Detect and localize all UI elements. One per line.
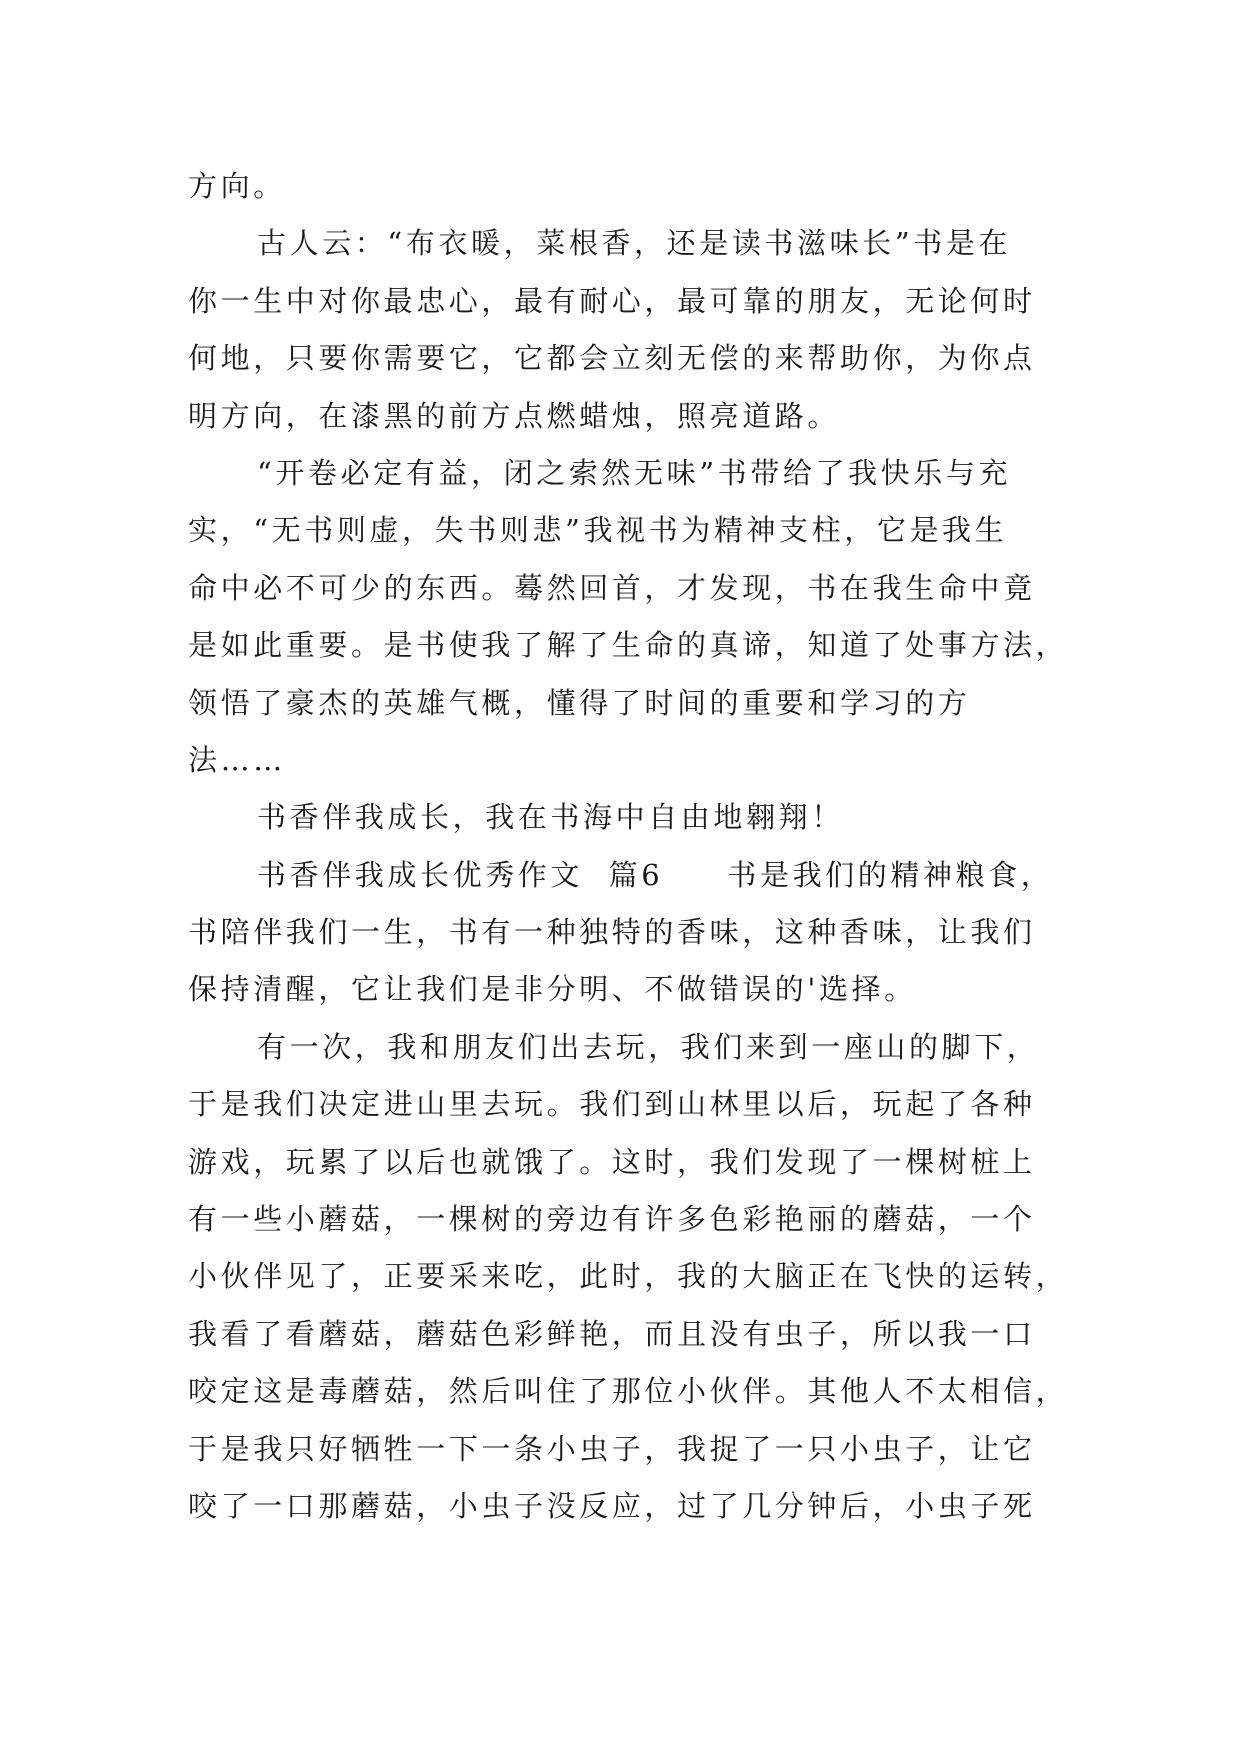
text-line: 书陪伴我们一生，书有一种独特的香味，这种香味，让我们	[188, 915, 1036, 950]
text-line: 法……	[188, 742, 286, 777]
text-line: 于是我们决定进山里去玩。我们到山林里以后，玩起了各种	[188, 1087, 1036, 1122]
text-line: 书香伴我成长优秀作文 篇6 书是我们的精神粮食，	[257, 857, 1054, 892]
text-line: 你一生中对你最忠心，最有耐心，最可靠的朋友，无论何时	[188, 283, 1036, 318]
text-line: 于是我只好牺牲一下一条小虫子，我捉了一只小虫子，让它	[188, 1431, 1036, 1466]
text-line: 咬定这是毒蘑菇，然后叫住了那位小伙伴。其他人不太相信，	[188, 1374, 1069, 1409]
text-line: 明方向，在漆黑的前方点燃蜡烛，照亮道路。	[188, 398, 841, 433]
text-line: 领悟了豪杰的英雄气概，懂得了时间的重要和学习的方	[188, 685, 971, 720]
text-line: 方向。	[188, 169, 286, 203]
text-line: “开卷必定有益，闭之索然无味”书带给了我快乐与充	[257, 455, 1012, 490]
text-line: 游戏，玩累了以后也就饿了。这时，我们发现了一棵树桩上	[188, 1144, 1036, 1179]
text-line: 保持清醒，它让我们是非分明、不做错误的'选择。	[188, 972, 917, 1007]
text-line: 小伙伴见了，正要采来吃，此时，我的大脑正在飞快的运转，	[188, 1259, 1069, 1294]
text-line: 古人云：“布衣暖，菜根香，还是读书滋味长”书是在	[257, 226, 1012, 261]
text-line: 命中必不可少的东西。蓦然回首，才发现，书在我生命中竟	[188, 570, 1036, 605]
text-line: 有一次，我和朋友们出去玩，我们来到一座山的脚下，	[257, 1029, 1040, 1064]
text-line: 实，“无书则虚，失书则悲”我视书为精神支柱，它是我生	[188, 513, 1008, 548]
text-line: 有一些小蘑菇，一棵树的旁边有许多色彩艳丽的蘑菇，一个	[188, 1202, 1036, 1237]
body-text	[188, 158, 1068, 1535]
text-line: 我看了看蘑菇，蘑菇色彩鲜艳，而且没有虫子，所以我一口	[188, 1316, 1036, 1351]
text-line: 是如此重要。是书使我了解了生命的真谛，知道了处事方法，	[188, 628, 1069, 663]
text-line: 何地，只要你需要它，它都会立刻无偿的来帮助你，为你点	[188, 341, 1036, 376]
text-line: 书香伴我成长，我在书海中自由地翱翔！	[257, 800, 844, 835]
text-line: 咬了一口那蘑菇，小虫子没反应，过了几分钟后，小虫子死	[188, 1488, 1036, 1523]
